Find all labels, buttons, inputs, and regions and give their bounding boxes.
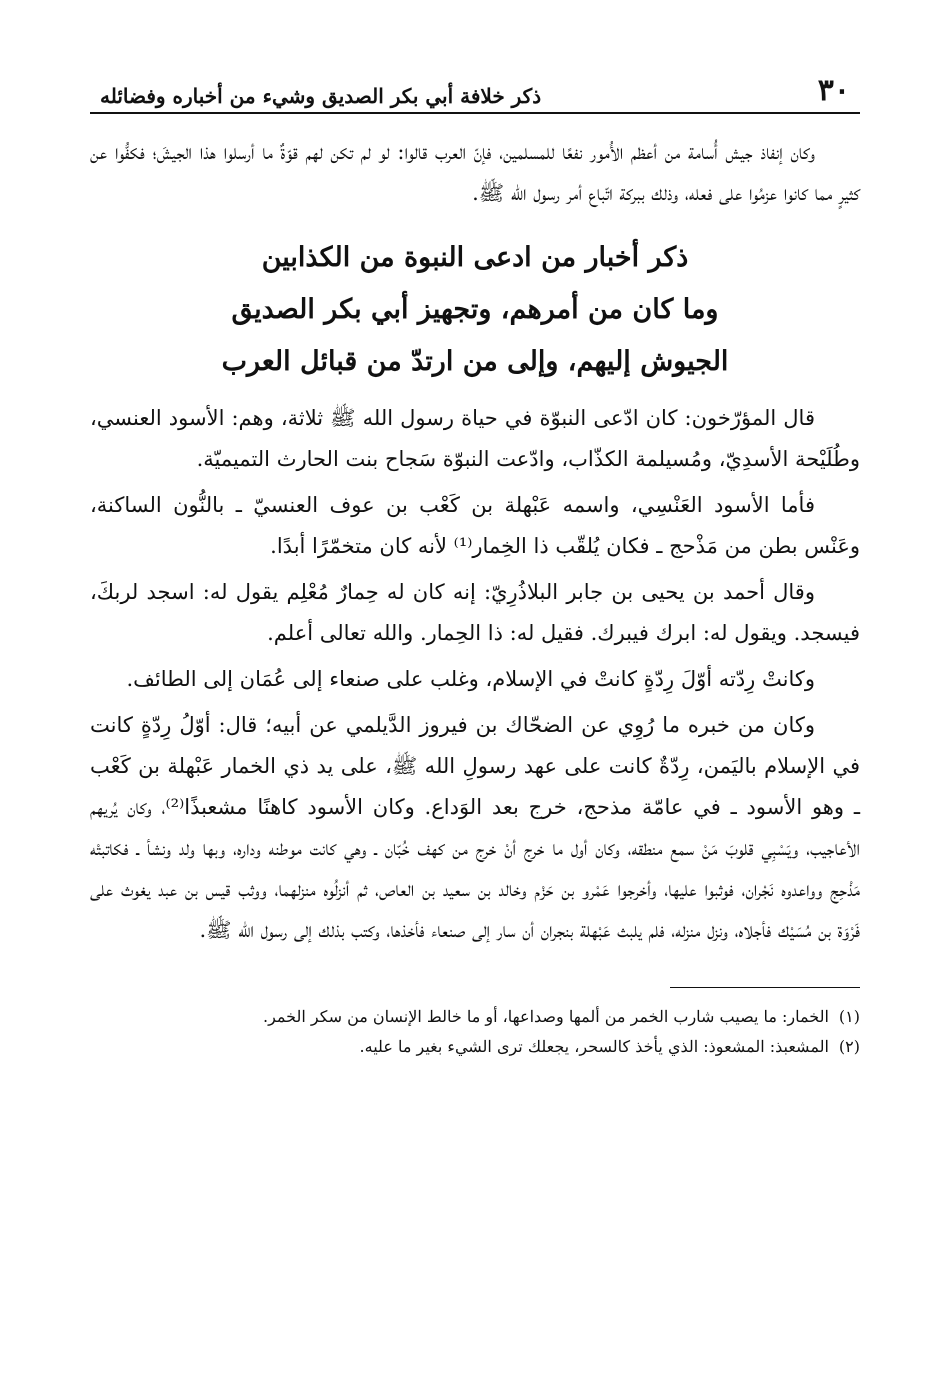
footnote-text: المشعبذ: المشعوذ: الذي يأخذ كالسحر، يجعلك ترى الشيء بغير ما عليه. (359, 1037, 829, 1056)
paragraph-aswad-name: فأما الأسود العَنْسِي، واسمه عَبْهلة بن كَعْب بن عوف العنسيّ ـ بالنُّون الساكنة، وعَنْس بطن من مَذْحج ـ فكان يُلقّب ذا الخِمار⁽¹⁾ لأنه كان متخمّرًا أبدًا. (90, 493, 860, 558)
running-header-title: ذكر خلافة أبي بكر الصديق وشيء من أخباره وفضائله (100, 84, 542, 108)
page-number: ٣٠ (817, 73, 850, 108)
paragraph-dahhak-report: وكان من خبره ما رُوِي عن الضحّاك بن فيروز الدَّيلمي عن أبيه؛ قال: أوّلُ رِدّةٍ كانت في الإسلام باليَمن، رِدّةٌ كانت على عهد رسولِ الله ﷺ، على يد ذي الخمار عَبْهلة بن كَعْب ـ وهو الأسود ـ في عامّة مذحج، خرج بعد الوَداع. وكان الأسود كاهنًا مشعبذًا⁽²⁾، وكان يُريهم الأعاجيب، ويَسْبِي قلوبَ مَنْ سمع منطقه، وكان أول ما خرج أنْ خرج من كهف خُبّان ـ وهي كانت موطنه وداره، وبها ولد ونشأ ـ فكاتبتْه مَذْحِج وواعدوه نَجْران، فوثبوا عليها، وأخرجوا عَمْرو بن حَزْم وخالد بن سعيد بن العاص، ثم أنزلُوه منزلهما، ووثب قيس بن عبد يغوث على فَرْوَة بن مُسَيْك فأجلاه، ونزل منزله، فلم يلبث عَبْهلة بنجران أن سار إلى صنعاء فأخذها، وكتب بذلك إلى رسول الله ﷺ. (90, 713, 860, 942)
footnote-number: (٢) (838, 1037, 860, 1056)
section-heading (90, 232, 860, 388)
running-header (90, 60, 860, 114)
section-heading-line-3: الجيوش إليهم، وإلى من ارتدّ من قبائل العرب (221, 346, 729, 377)
paragraph-historians: قال المؤرّخون: كان ادّعى النبوّة في حياة رسول الله ﷺ ثلاثة، وهم: الأسود العنسي، وطُلَيْحة الأسدِيّ، ومُسيلمة الكذّاب، وادّعت النبوّة سَجاح بنت الحارث التميميّة. (90, 406, 860, 471)
section-heading-line-1: ذكر أخبار من ادعى النبوة من الكذابين (261, 242, 689, 273)
intro-paragraph: وكان إنفاذ جيش أُسامة من أعظم الأُمور نفعًا للمسلمين، فإنّ العرب قالوا: لو لم تكن لهم قوّةٌ ما أرسلوا هذا الجيشَ؛ فكفُّوا عن كثيرٍ مما كانوا عزمُوا على فعله، وذلك ببركة اتّباع أمر رسول الله ﷺ. (90, 140, 860, 205)
paragraph-baladhuri: وقال أحمد بن يحيى بن جابر البلاذُرِيّ: إنه كان له حِمارٌ مُعْلِم يقول له: اسجد لربكَ، فيسجد. ويقول له: ابرك فيبرك. فقيل له: ذا الحِمار. والله تعالى أعلم. (90, 580, 860, 645)
book-page (90, 60, 860, 1062)
section-heading-line-2: وما كان من أمرهم، وتجهيز أبي بكر الصديق (231, 294, 719, 325)
body-text (90, 132, 860, 951)
footnotes (90, 1002, 860, 1062)
footnote-separator (670, 987, 860, 988)
footnote (90, 1002, 860, 1032)
paragraph-first-apostasy: وكانتْ رِدّته أوّلَ رِدّةٍ كانتْ في الإسلام، وغلب على صنعاء إلى عُمَان إلى الطائف. (126, 667, 815, 691)
footnote-number: (١) (838, 1007, 860, 1026)
footnote-text: الخمار: ما يصيب شارب الخمر من ألمها وصداعها، أو ما خالط الإنسان من سكر الخمر. (263, 1007, 829, 1026)
footnote (90, 1032, 860, 1062)
